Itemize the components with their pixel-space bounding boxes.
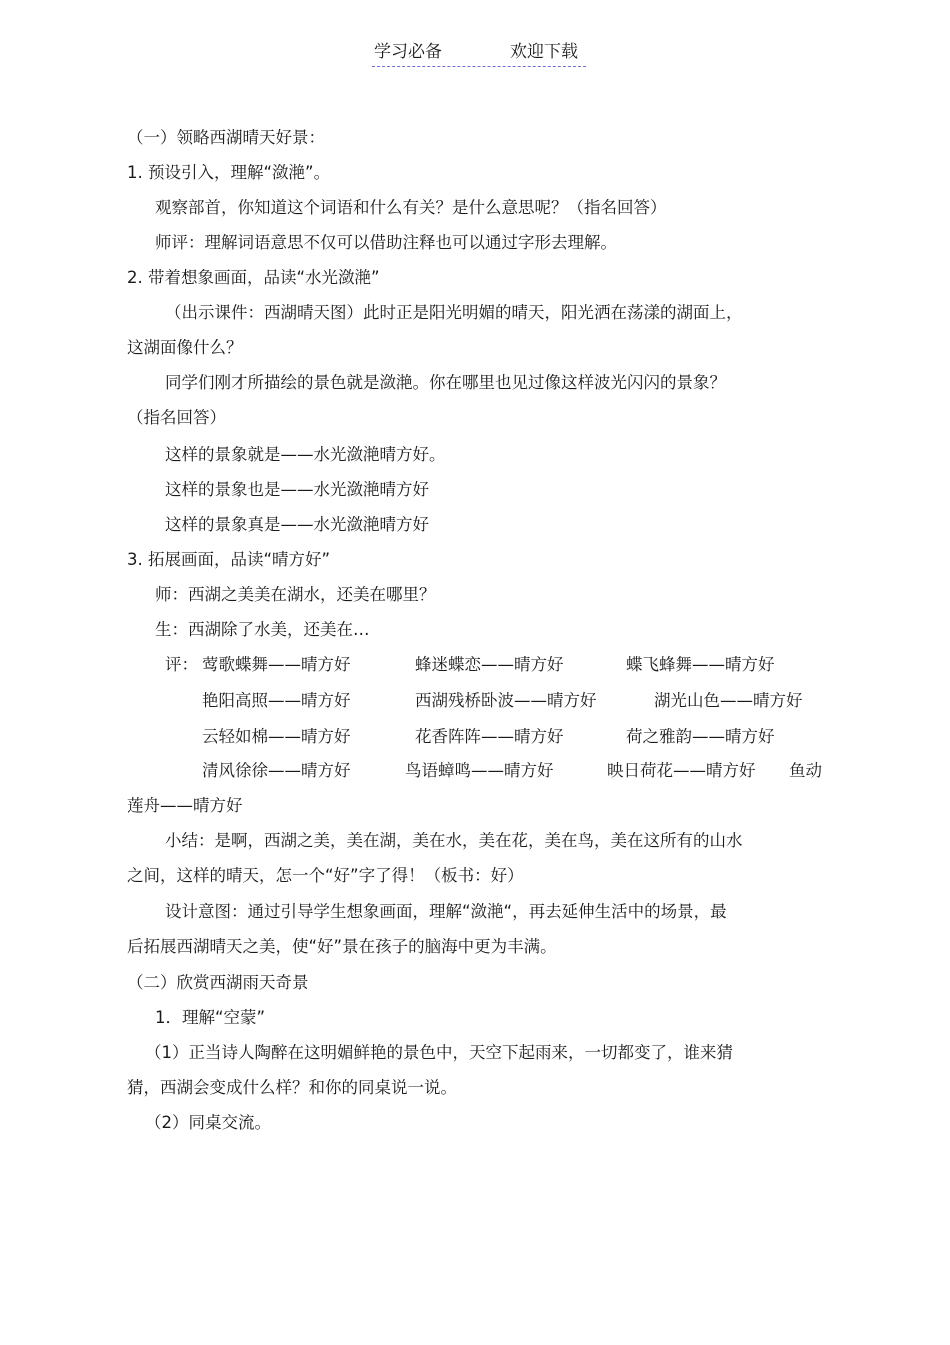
phrase-item: 莺歌蝶舞——晴方好 [202, 655, 351, 674]
comment-label: 评： [165, 655, 198, 674]
phrase-item: 鸟语蟑鸣——晴方好 [405, 761, 554, 780]
header-left-text: 学习必备 [374, 42, 442, 62]
section-heading: （二）欣赏西湖雨天奇景 [127, 973, 309, 992]
paragraph-line: 生：西湖除了水美，还美在… [155, 620, 370, 639]
paragraph-line: 这样的景象真是——水光潋滟晴方好 [165, 515, 429, 534]
page-header [372, 40, 586, 67]
phrase-item: 鱼动 [789, 761, 822, 780]
header-right-text: 欢迎下载 [510, 42, 578, 62]
phrase-item: 西湖残桥卧波——晴方好 [415, 691, 597, 710]
phrase-item: 荷之雅韵——晴方好 [626, 727, 775, 746]
phrase-item: 清风徐徐——晴方好 [202, 761, 351, 780]
subheading: 3. 拓展画面，品读“晴方好” [127, 550, 331, 569]
subheading: 1. 预设引入，理解“潋滟”。 [127, 163, 331, 182]
phrase-item: 映日荷花——晴方好 [607, 761, 756, 780]
paragraph-line: （2）同桌交流。 [145, 1113, 271, 1132]
paragraph-line: 这样的景象就是——水光潋滟晴方好。 [165, 445, 446, 464]
paragraph-line: 师：西湖之美美在湖水，还美在哪里？ [155, 585, 436, 604]
paragraph-line: 同学们刚才所描绘的景色就是潋滟。你在哪里也见过像这样波光闪闪的景象？ [165, 373, 726, 392]
paragraph-line: 这湖面像什么？ [127, 338, 243, 357]
phrase-item: 湖光山色——晴方好 [654, 691, 803, 710]
paragraph-line: 后拓展西湖晴天之美，使“好”景在孩子的脑海中更为丰满。 [127, 937, 557, 956]
phrase-item: 莲舟——晴方好 [127, 796, 243, 815]
paragraph-line: 这样的景象也是——水光潋滟晴方好 [165, 480, 429, 499]
paragraph-line: （出示课件：西湖晴天图）此时正是阳光明媚的晴天，阳光洒在荡漾的湖面上， [165, 303, 743, 322]
phrase-item: 艳阳高照——晴方好 [202, 691, 351, 710]
paragraph-line: 观察部首，你知道这个词语和什么有关？是什么意思呢？（指名回答） [155, 198, 667, 217]
paragraph-line: （指名回答） [127, 408, 226, 427]
subheading: 1．理解“空蒙” [155, 1008, 266, 1027]
paragraph-line: 猜，西湖会变成什么样？和你的同桌说一说。 [127, 1078, 457, 1097]
paragraph-line: 之间，这样的晴天，怎一个“好”字了得！（板书：好） [127, 866, 524, 885]
phrase-item: 蝶飞蜂舞——晴方好 [626, 655, 775, 674]
subheading: 2. 带着想象画面，品读“水光潋滟” [127, 268, 380, 287]
phrase-item: 蜂迷蝶恋——晴方好 [415, 655, 564, 674]
paragraph-line: （1）正当诗人陶醉在这明媚鲜艳的景色中，天空下起雨来，一切都变了，谁来猜 [145, 1043, 733, 1062]
paragraph-line: 小结：是啊，西湖之美，美在湖，美在水，美在花，美在鸟，美在这所有的山水 [165, 831, 743, 850]
section-heading: （一）领略西湖晴天好景： [127, 128, 325, 147]
phrase-item: 花香阵阵——晴方好 [415, 727, 564, 746]
paragraph-line: 设计意图：通过引导学生想象画面，理解“潋滟“，再去延伸生活中的场景，最 [165, 902, 727, 921]
phrase-item: 云轻如棉——晴方好 [202, 727, 351, 746]
paragraph-line: 师评：理解词语意思不仅可以借助注释也可以通过字形去理解。 [155, 233, 617, 252]
